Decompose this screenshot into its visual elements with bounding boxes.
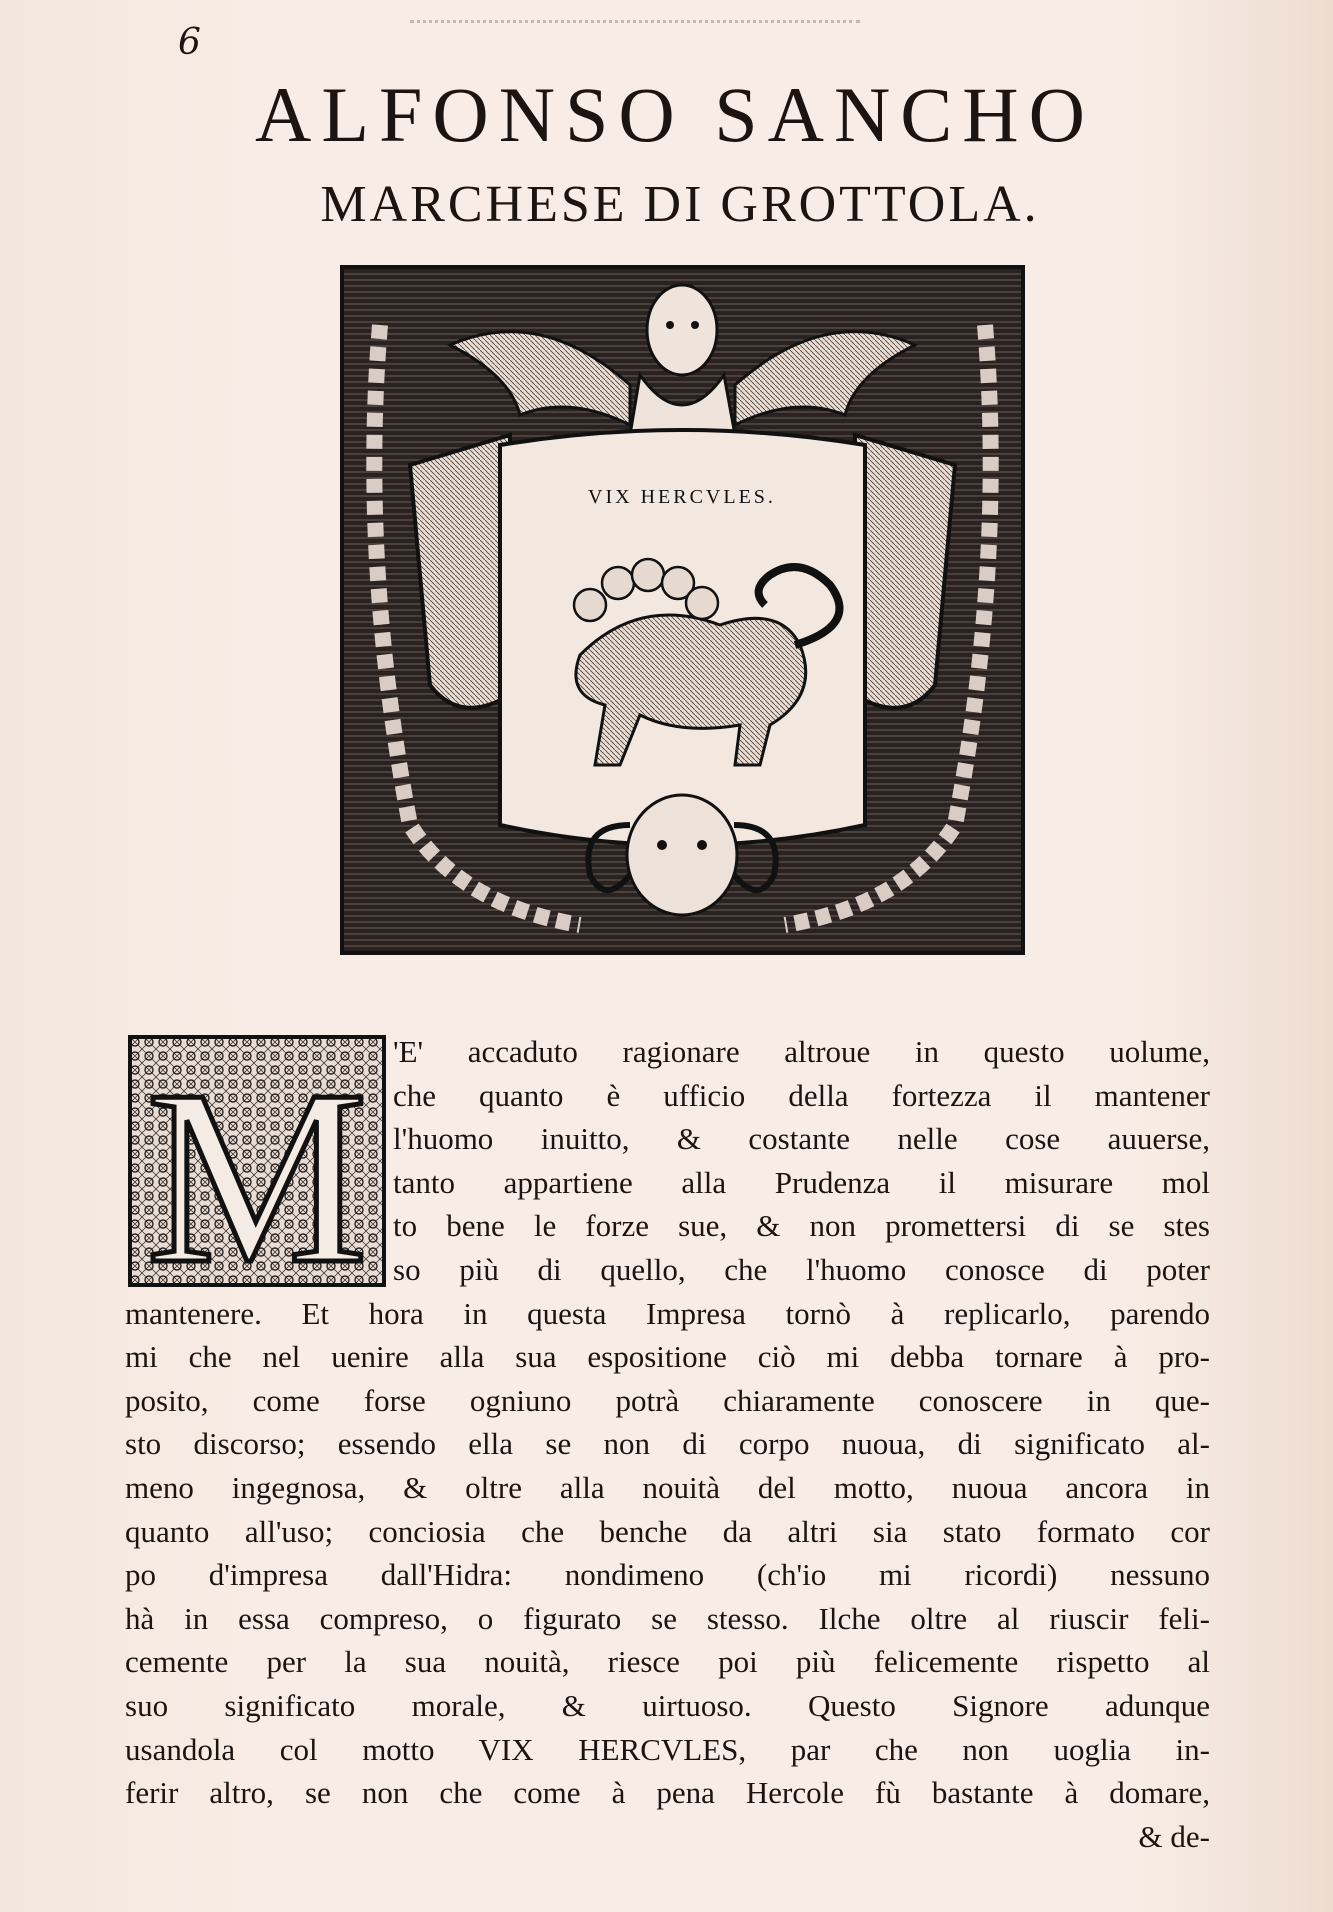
text-line: ferir altro, se non che come à pena Hercole fù bastante à domare, — [125, 1775, 1210, 1811]
page-subtitle: MARCHESE DI GROTTOLA. — [320, 176, 1040, 233]
text-line: quanto all'uso; conciosia che benche da altri sia stato formato cor — [125, 1513, 1210, 1549]
text-line: l'huomo inuitto, & costante nelle cose auuerse, — [393, 1121, 1210, 1157]
text-line: hà in essa compreso, o figurato se stesso. Ilche oltre al riuscir feli- — [125, 1600, 1210, 1636]
catchword: & de- — [1138, 1818, 1210, 1854]
text-line: cemente per la sua nouità, riesce poi più felicemente rispetto al — [125, 1644, 1210, 1680]
body-text — [125, 1030, 1210, 1858]
text-line: meno ingegnosa, & oltre alla nouità del motto, nuoua ancora in — [125, 1469, 1210, 1505]
page-title: ALFONSO SANCHO — [255, 71, 1095, 158]
text-line: suo significato morale, & uirtuoso. Questo Signore adunque — [125, 1687, 1210, 1723]
impresa-emblem-woodcut — [340, 265, 1025, 955]
emblem-motto: VIX HERCVLES. — [588, 486, 776, 508]
text-line: mi che nel uenire alla sua espositione ciò mi debba tornare à pro- — [125, 1339, 1210, 1375]
initial-letter: M — [145, 1039, 369, 1287]
text-line: so più di quello, che l'huomo conosce di poter — [393, 1251, 1210, 1287]
text-line: sto discorso; essendo ella se non di corpo nuoua, di significato al- — [125, 1426, 1210, 1462]
text-line: to bene le forze sue, & non promettersi di se stes — [393, 1208, 1210, 1244]
text-line: po d'impresa dall'Hidra: nondimeno (ch'io mi ricordi) nessuno — [125, 1557, 1210, 1593]
text-line: usandola col motto VIX HERCVLES, par che non uoglia in- — [125, 1731, 1210, 1767]
text-line: tanto appartiene alla Prudenza il misurare mol — [393, 1164, 1210, 1200]
text-line: che quanto è ufficio della fortezza il mantener — [393, 1077, 1210, 1113]
text-line: mantenere. Et hora in questa Impresa tornò à replicarlo, parendo — [125, 1295, 1210, 1331]
text-line: 'E' accaduto ragionare altroue in questo uolume, — [393, 1034, 1210, 1069]
faded-running-head — [410, 20, 860, 51]
page-number: 6 — [178, 22, 201, 63]
text-line: posito, come forse ogniuno potrà chiaramente conoscere in que- — [125, 1382, 1210, 1418]
